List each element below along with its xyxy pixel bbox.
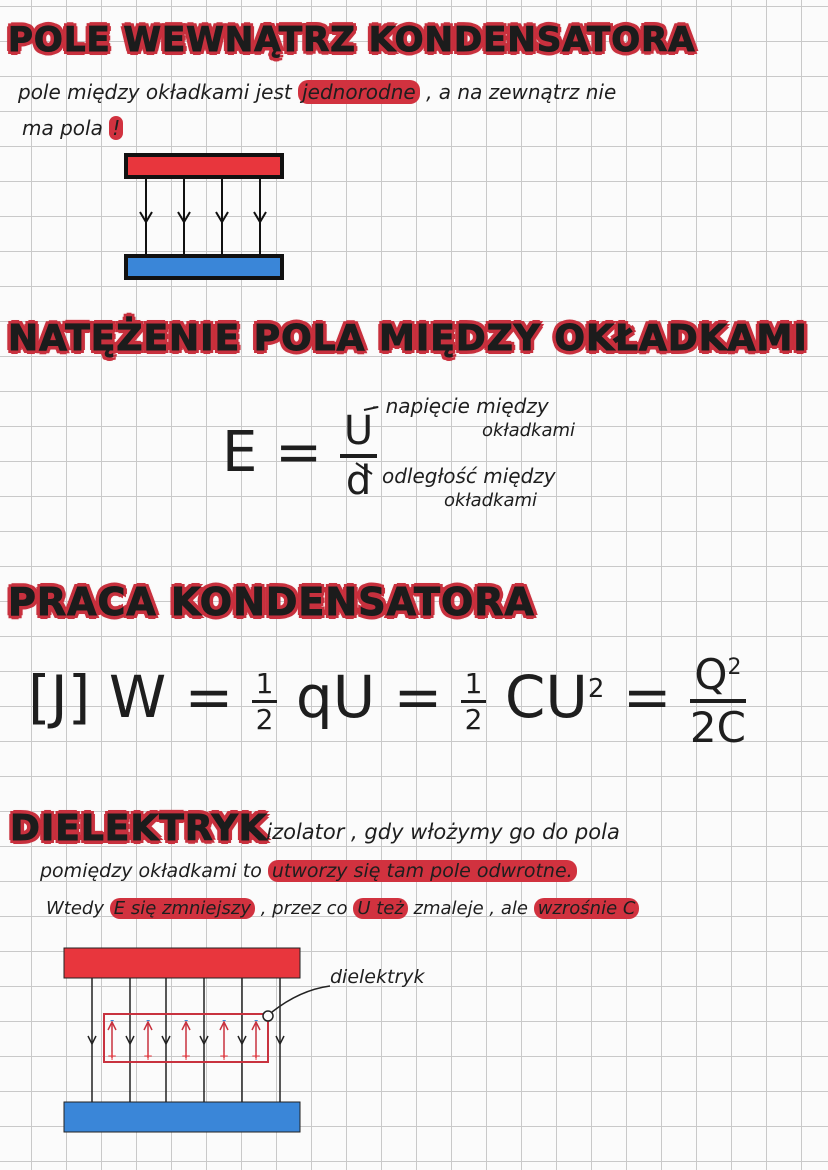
formula-w-lhs: W = <box>108 663 234 732</box>
svg-text:-: - <box>254 1013 259 1027</box>
heading-pole: POLE WEWNĄTRZ KONDENSATORA <box>8 20 696 60</box>
half-2-num: 1 <box>461 667 487 703</box>
top-plate-red <box>126 155 282 177</box>
note-u-2: okładkami <box>482 420 576 441</box>
formula-e-fraction <box>340 408 377 504</box>
svg-text:+: + <box>219 1049 230 1063</box>
formula-e <box>222 408 377 504</box>
bottom-plate-blue <box>126 256 282 278</box>
q2-sup: 2 <box>727 655 742 680</box>
note-d-2: okładkami <box>444 490 538 511</box>
pole-text-before: pole między okładkami jest <box>18 80 292 104</box>
line3-hl2: U też <box>353 898 407 919</box>
formula-cu-sq: 2 <box>587 673 605 704</box>
pole-highlight: jednorodne <box>298 80 420 104</box>
dielektryk-line3 <box>46 898 639 919</box>
line3-a: Wtedy <box>46 898 105 919</box>
formula-w <box>28 650 746 752</box>
dielektryk-line1: - izolator , gdy włożymy go do pola <box>252 820 620 844</box>
svg-text:-: - <box>110 1013 115 1027</box>
heading-natezenie: NATĘŻENIE POLA MIĘDZY OKŁADKAMI <box>8 318 808 359</box>
half-2 <box>461 667 487 736</box>
capacitor-1 <box>126 155 282 278</box>
formula-cu: CU <box>504 663 588 732</box>
dielektryk-label: dielektryk <box>330 966 425 988</box>
line3-c: zmaleje , ale <box>413 898 528 919</box>
dielectric-pointer-dot <box>263 1011 273 1021</box>
note-u-1: - napięcie między <box>372 394 549 418</box>
line3-hl3: wzrośnie C <box>534 898 640 919</box>
heading-praca: PRACA KONDENSATORA <box>8 580 535 624</box>
heading-dielektryk: DIELEKTRYK <box>10 808 268 849</box>
dielektryk-line2-highlight: utworzy się tam pole odwrotne. <box>268 860 577 882</box>
line3-b: , przez co <box>260 898 348 919</box>
formula-e-num: U <box>340 408 377 458</box>
minus-charges <box>110 1013 258 1027</box>
svg-text:+: + <box>143 1049 154 1063</box>
half-1-den: 2 <box>255 702 274 736</box>
field-arrows-1 <box>140 177 266 254</box>
dielektryk-line2-before: pomiędzy okładkami to <box>40 860 262 882</box>
note-d-1: odległość między <box>382 464 556 488</box>
formula-e-lhs: E = <box>222 420 323 486</box>
svg-text:+: + <box>251 1049 262 1063</box>
unit-joule: [J] <box>28 663 91 732</box>
pole-exclaim: ! <box>109 116 123 140</box>
pole-text-after: , a na zewnątrz nie <box>426 80 617 104</box>
svg-text:+: + <box>181 1049 192 1063</box>
q2-den: 2C <box>689 703 746 752</box>
svg-text:-: - <box>146 1013 151 1027</box>
q2-fraction <box>690 650 746 752</box>
pole-line2: ma pola <box>22 116 103 140</box>
capacitor-2 <box>64 948 330 1132</box>
svg-text:-: - <box>184 1013 189 1027</box>
half-1 <box>252 667 278 736</box>
formula-eq: = <box>622 663 672 732</box>
q2-q: Q <box>694 650 728 699</box>
half-1-num: 1 <box>252 667 278 703</box>
formula-qu: qU = <box>295 663 443 732</box>
bottom-plate-blue-2 <box>64 1102 300 1132</box>
formula-e-den: d <box>345 458 372 504</box>
svg-text:-: - <box>222 1013 227 1027</box>
svg-text:+: + <box>107 1049 118 1063</box>
top-plate-red-2 <box>64 948 300 978</box>
half-2-den: 2 <box>464 702 483 736</box>
q2-num <box>690 650 746 703</box>
dielektryk-line2 <box>40 860 577 882</box>
line3-hl1: E się zmniejszy <box>110 898 255 919</box>
